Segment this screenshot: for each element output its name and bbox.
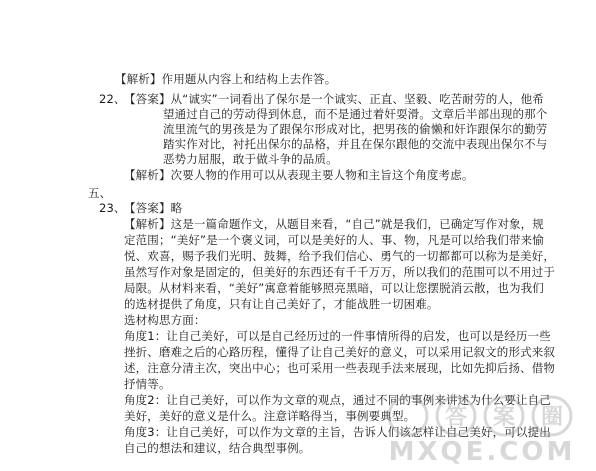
angle-line: 自己的想法和建议，结合典型事例。 [124, 441, 311, 455]
watermark-text-en: MXQE.COM [388, 437, 576, 467]
subheading: 选材构思方面： [124, 313, 206, 327]
angle-line: 角度3：让自己美好，可以作为文章的主旨，告诉人们该怎样让自己美好，可以提出 [124, 425, 551, 439]
angle-line: 美好，美好的意义是什么。注意详略得当，事例要典型。 [124, 409, 416, 423]
answer-line: 流里流气的男孩是为了跟保尔形成对比，把男孩的偷懒和奸诈跟保尔的勤劳 [163, 122, 548, 136]
question-number-22: 22、 [99, 92, 126, 106]
angle-line: 角度2：让自己美好，可以作为文章的观点，通过不同的事例来讲述为什么要让自己 [124, 393, 551, 407]
answer-line: 踏实作对比，衬托出保尔的品格，并且在保尔跟他的交流中表现出保尔不与 [163, 137, 548, 151]
watermark-char-2: 案 [492, 405, 516, 430]
angle-line: 挫折、磨难之后的心路历程，懂得了让自己美好的意义，可以采用记叙文的形式来叙 [124, 345, 556, 359]
analysis-line: 定范围；“美好”是一个褒义词，可以是美好的人、事、物，凡是可以给我们带来愉 [124, 233, 544, 247]
question-number-23: 23、 [99, 201, 126, 215]
answer-line: 望通过自己的劳动得到休息，而不是通过着奸耍滑。文章后半部出现的那个 [163, 107, 548, 121]
analysis-line: 【解析】次要人物的作用可以从表现主要人物和主旨这个角度考虑。 [124, 168, 474, 182]
watermark-char-3: 圈 [540, 405, 564, 430]
angle-line: 角度1：让自己美好，可以是自己经历过的一件事情所得的启发，也可以是经历一些 [124, 329, 551, 343]
angle-line: 述，注意分清主次，突出中心；也可采用一些表现手法来展现，比如先抑后扬、借物 [124, 361, 556, 375]
answer-line: 恶势力屈服，敢于做斗争的品质。 [163, 152, 338, 166]
answer-line: 【答案】略 [124, 201, 183, 215]
answer-line: 【答案】从“诚实”一词看出了保尔是一个诚实、正直、坚毅、吃苦耐劳的人，他希 [124, 92, 544, 106]
analysis-line: 【解析】这是一篇命题作文，从题目来看，“自己”就是我们，已确定写作对象，规 [124, 217, 544, 231]
analysis-line: 的选材提供了角度，只有让自己美好了，才能战胜一切困难。 [124, 297, 439, 311]
analysis-line: 虽然写作对象是固定的，但美好的东西还有千千万万，所以我们的范围可以不用过于 [124, 265, 556, 279]
angle-line: 抒情等。 [124, 377, 171, 391]
watermark-char-1: 答 [444, 405, 468, 430]
analysis-line: 局限。从材料来看，“美好”寓意着能够照亮黑暗，可以让您摆脱消云散，也为我们 [124, 281, 544, 295]
analysis-line: 悦、欢喜，赐予我们光明、鼓舞，给予我们信心、勇气的一切都都可以称为是美好， [124, 249, 556, 263]
section-number: 五、 [88, 186, 112, 200]
analysis-line: 【解析】作用题从内容上和结构上去作答。 [115, 72, 337, 86]
